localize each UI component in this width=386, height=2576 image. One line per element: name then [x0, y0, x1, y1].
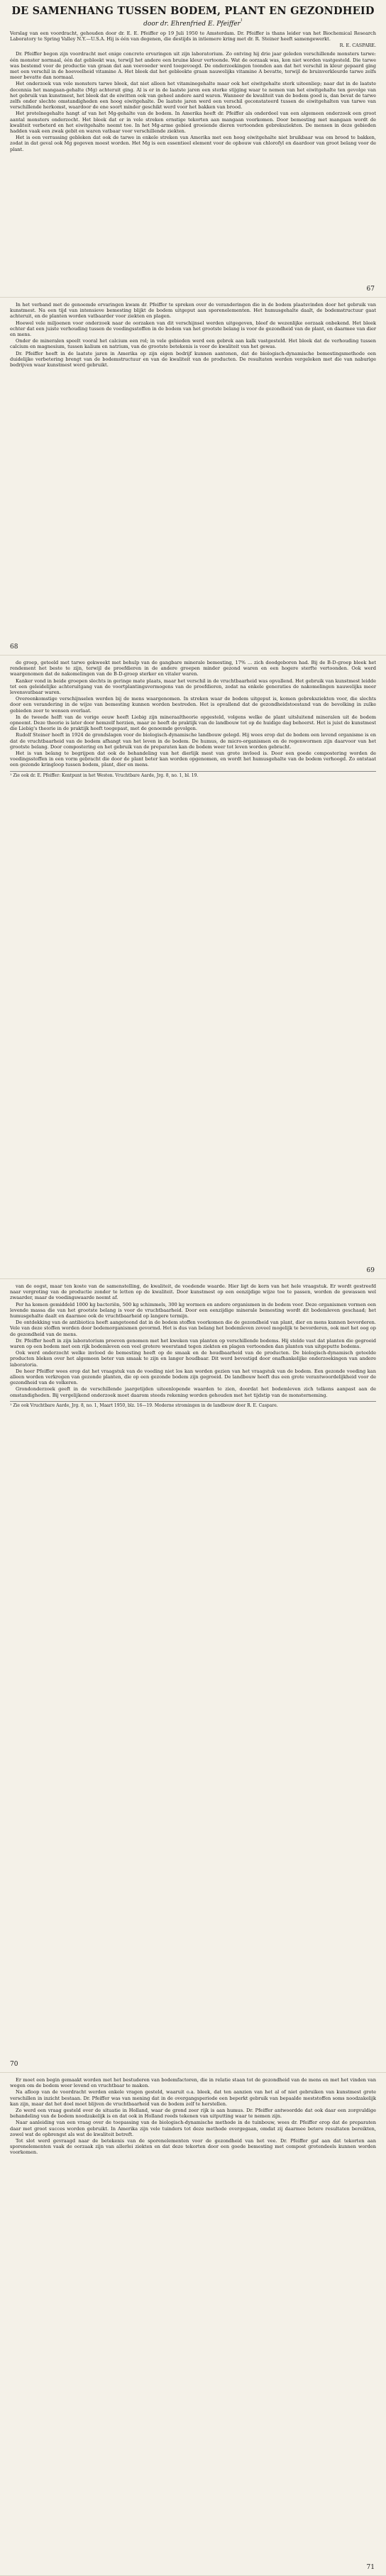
- page-number: 67: [366, 286, 375, 293]
- page-71: [0, 2073, 386, 2576]
- paragraph: Rudolf Steiner heeft in 1924 de grondslagen voor de biologisch-dynamische landbouw gelegd. Hij wees erop dat de bodem een levend organisme is en dat de vruchtbaarheid van de bodem afhangt van het leven in de bodem. De humus, de micro-organismen en de regenwormen zijn daarvoor van het grootste belang. Door compostering en het gebruik van de preparaten kan de bodem weer tot leven worden gebracht.: [10, 732, 376, 750]
- paragraph: Dr. Pfeiffer heeft in de laatste jaren in Amerika op zijn eigen bedrijf kunnen aantonen, dat de biologisch-dynamische bemestingsmethode een duidelijke verbetering brengt van de bodemstructuur en van de kwaliteit van de producten. De resultaten werden vergeleken met die van naburige bedrijven waar kunstmest werd gebruikt.: [10, 350, 376, 369]
- page-number: 71: [366, 2564, 375, 2571]
- paragraph: Er moet een begin gemaakt worden met het bestuderen van bodemfactoren, die in relatie staan tot de gezondheid van de mens en met het vinden van wegen om de bodem weer levend en vruchtbaar te maken.: [10, 2077, 376, 2089]
- paragraph: Onder de mineralen speelt vooral het calcium een rol; in vele gebieden werd een gebrek aan kalk vastgesteld. Het bleek dat de verhouding tussen calcium en magnesium, tussen kalium en natrium, van de grootste betekenis is voor de kwaliteit van het gewas.: [10, 338, 376, 350]
- footnote: ¹ Zie ook Vruchtbare Aarde, Jrg. 8, no. 1, Maart 1950, blz. 16—19. Moderne stromingen in de landbouw door R. E. Caspare.: [10, 1401, 376, 1408]
- paragraph: Hoewel vele miljoenen voor onderzoek naar de oorzaken van dit verschijnsel werden uitgegeven, bleef de wezenlijke oorzaak onbekend. Het bleek echter dat een juiste verhouding tussen de voedingsstoffen in de bodem van het grootste belang is voor de gezondheid van de plant, en daarmee van dier en mens.: [10, 320, 376, 338]
- paragraph: Dr. Pfeiffer begon zijn voordracht met enige concrete ervaringen uit zijn laboratorium. Zo ontving hij drie jaar geleden verschillende monsters tarwe: één monster normaal, één dat gebleekt was, terwijl het andere een bruine kleur vertoonde. Wat de oorzaak was, kon niet worden vastgesteld. Die tarwe was bestemd voor de productie van graan dat aan veevoeder werd toegevoegd. De onderzoekingen toonden aan dat het verschil in kleur gepaard ging met een verschil in de hoeveelheid vitamine A. Het bleek dat het gebleekte graan nauwelijks vitamine A bevatte, terwijl de bruinverkleurde tarwe zelfs meer bevatte dan normaal.: [10, 51, 376, 81]
- paragraph: de groep, geteeld met tarwe gekweekt met behulp van de gangbare minerale bemesting, 17% ... zich doodgeboren had. Bij de B-D-groep bleek het rendement het beste te zijn, terwijl de proefdieren in de andere groepen minder gezond waren en een hogere sterfte vertoonden. Ook werd waargenomen dat de nakomelingen van de B-D-groep sterker en vitaler waren.: [10, 660, 376, 677]
- page-number: 69: [366, 1267, 375, 1274]
- paragraph: Het is van belang te begrijpen dat ook de behandeling van het dierlijk mest van grote invloed is. Door een goede compostering worden de voedingsstoffen in een vorm gebracht die door de plant beter kan worden opgenomen, en wordt het humusgehalte van de bodem verhoogd. Zo ontstaat een gezonde kringloop tussen bodem, plant, dier en mens.: [10, 750, 376, 768]
- page-number: 70: [10, 2061, 18, 2068]
- paragraph: Het onderzoek van vele monsters tarwe bleek, dat niet alleen het vitaminegehalte maar ook het eiwitgehalte sterk uiteenliep; naar dat in de laatste decennia het mangaan-gehalte (Mg) achteruit ging. Al is er in de laatste jaren een sterke stijging waar te nemen van het eiwitgehalte ten gevolge van het gebruik van kunstmest, het bleek dat de eiwitten ook van geheel andere aard waren. Wanneer de kwaliteit van de bodem goed is, dan bevat de tarwe zelfs onder slechte omstandigheden een hoog eiwitgehalte. De laatste jaren werd een verschil geconstateerd tussen de eiwitgehalten van tarwe van verschillende herkomst, waardoor de ene soort minder geschikt werd voor het bakken van brood.: [10, 81, 376, 111]
- page-number: 68: [10, 643, 18, 651]
- paragraph: In het verband met de genoemde ervaringen kwam dr. Pfeiffer te spreken over de veranderingen die in de bodem plaatsvinden door het gebruik van kunstmest. Na een tijd van intensieve bemesting blijkt de bodem uitgeput aan sporenelementen. Het humusgehalte daalt, de bodemstructuur gaat achteruit, en de planten worden vatbaarder voor ziekten en plagen.: [10, 302, 376, 320]
- paragraph: De ontdekking van de antibiotica heeft aangetoond dat in de bodem stoffen voorkomen die de gezondheid van plant, dier en mens kunnen bevorderen. Vele van deze stoffen worden door bodemorganismen gevormd. Het is dus van belang het bodemleven zoveel mogelijk te bevorderen, ook met het oog op de gezondheid van de mens.: [10, 1320, 376, 1337]
- byline-footnote-mark: ¹: [240, 18, 243, 24]
- article-title: DE SAMENHANG TUSSEN BODEM, PLANT EN GEZONDHEID: [11, 5, 375, 17]
- footnote: ¹ Zie ook dr. E. Pfeiffer: Kentpunt in het Westen. Vruchtbare Aarde, Jrg. 8, no. 1, bl. 19.: [10, 771, 376, 778]
- paragraph: De heer Pfeiffer wees erop dat het vraagstuk van de voeding niet los kan worden gezien van het vraagstuk van de bodem. Een gezonde voeding kan alleen worden verkregen van gezonde planten, die op een gezonde bodem zijn gegroeid. De landbouw heeft dus een grote verantwoordelijkheid voor de gezondheid van de volkeren.: [10, 1368, 376, 1386]
- page-67: [0, 0, 386, 298]
- page-70: [0, 1279, 386, 2073]
- paragraph: Overeenkomstige verschijnselen werden bij de mens waargenomen. In streken waar de bodem uitgeput is, komen gebreksziekten voor, die slechts door een verandering in de wijze van bemesting kunnen worden bestreden. Het is opvallend dat de gezondheidstoestand van de bevolking in zulke gebieden zeer te wensen overlaat.: [10, 696, 376, 714]
- paragraph: Dr. Pfeiffer heeft in zijn laboratorium proeven genomen met het kweken van planten op verschillende bodems. Hij stelde vast dat planten die gegroeid waren op een bodem met een rijk bodemleven een veel grotere weerstand tegen ziekten en plagen vertoonden dan planten van uitgeputte bodems.: [10, 1337, 376, 1350]
- paragraph: Ook werd onderzocht welke invloed de bemesting heeft op de smaak en de houdbaarheid van de producten. De biologisch-dynamisch geteelde producten bleken over het algemeen beter van smaak te zijn en langer houdbaar. Dit werd bevestigd door onafhankelijke onderzoekingen van andere laboratoria.: [10, 1350, 376, 1368]
- paragraph: Tot slot werd gevraagd naar de betekenis van de sporenelementen voor de gezondheid van het vee. Dr. Pfeiffer gaf aan dat tekorten aan sporenelementen vaak de oorzaak zijn van allerlei ziekten en dat deze tekorten door een goede bemesting met compost grotendeels kunnen worden voorkomen.: [10, 2138, 376, 2156]
- article-intro: Verslag van een voordracht, gehouden door dr. E. E. Pfeiffer op 19 Juli 1950 te Amsterdam. Dr. Pfeiffer is thans leider van het Biochemical Research Laboratory te Spring Valley N.Y.—U.S.A. Hij is één van degenen, die destijds in intiemere kring met dr. R. Steiner heeft samengewerkt.: [10, 30, 376, 43]
- paragraph: van de oogst, maar ten koste van de samenstelling, de kwaliteit, de voedende waarde. Hier ligt de kern van het hele vraagstuk. Er wordt gestreefd naar vergroting van de productie zonder te letten op de kwaliteit. Door kunstmest op een eenzijdige wijze toe te passen, worden de gewassen wel zwaarder, maar de voedingswaarde neemt af.: [10, 1283, 376, 1301]
- article-byline: [10, 18, 376, 28]
- intro-signature: R. E. CASPARE.: [339, 43, 376, 49]
- paragraph: Het proteïnegehalte hangt af van het Mg-gehalte van de bodem. In Amerika heeft dr. Pfeiffer als onderdeel van een algemeen onderzoek een groot aantal monsters onderzocht. Het bleek dat er in vele streken ernstige tekorten aan mangaan voorkomen. Door bemesting met mangaan wordt de kwaliteit verbeterd en het eiwitgehalte neemt toe. In het Mg-arme gebied groeiende dieren vertoonden gebreksziekten. De mensen in deze gebieden hadden vaak een zwak gebit en waren vatbaar voor verschillende ziekten.: [10, 111, 376, 135]
- paragraph: Zo werd een vraag gesteld over de situatie in Holland, waar de grond zeer rijk is aan humus. Dr. Pfeiffer antwoordde dat ook daar een zorgvuldige behandeling van de bodem noodzakelijk is en dat ook in Holland reeds tekenen van uitputting waar te nemen zijn.: [10, 2108, 376, 2120]
- paragraph: Naar aanleiding van een vraag over de toepassing van de biologisch-dynamische methode in de tuinbouw, wees dr. Pfeiffer erop dat de preparaten daar met groot succes worden gebruikt. In Amerika zijn vele tuinders tot deze methode overgegaan, omdat zij daarmee betere resultaten bereikten, zowel wat de opbrengst als wat de kwaliteit betreft.: [10, 2120, 376, 2137]
- page-68: [0, 298, 386, 656]
- paragraph: Kanker vond in beide groepen slechts in geringe mate plaats, maar het verschil in de vruchtbaarheid was opvallend. Het gebruik van kunstmest leidde tot een geleidelijke achteruitgang van de voortplantingsvermogens van de proefdieren, zodat na enkele generaties de nakomelingen nauwelijks meer levensvatbaar waren.: [10, 677, 376, 696]
- paragraph: Na afloop van de voordracht werden enkele vragen gesteld, waaruit o.a. bleek, dat ten aanzien van het al of niet gebruiken van kunstmest grote verschillen in inzicht bestaan. Dr. Pfeiffer was van mening dat in de overgangsperiode een beperkt gebruik van bepaalde meststoffen soms noodzakelijk kan zijn, maar dat het doel moet blijven de vruchtbaarheid van de bodem zelf te herstellen.: [10, 2089, 376, 2107]
- byline-text: door dr. Ehrenfried E. Pfeiffer: [143, 21, 241, 28]
- paragraph: In de tweede helft van de vorige eeuw heeft Liebig zijn mineraaltheorie opgesteld, volgens welke de plant uitsluitend mineralen uit de bodem opneemt. Deze theorie is later door hemzelf herzien, maar ze heeft de praktijk van de landbouw tot op de huidige dag beheerst. Het is juist de kunstmest die Liebig's theorie in de praktijk heeft toegepast, met de genoemde gevolgen.: [10, 714, 376, 732]
- paragraph: Per ha komen gemiddeld 1000 kg bacteriën, 500 kg schimmels, 300 kg wormen en andere organismen in de bodem voor. Deze organismen vormen een levende massa die van het grootste belang is voor de vruchtbaarheid. Door een eenzijdige minerale bemesting wordt dit bodemleven geschaad; het humusgehalte daalt en daarmee ook de vruchtbaarheid op langere termijn.: [10, 1301, 376, 1320]
- paragraph: Het is een verrassing gebleken dat ook de tarwe in enkele streken van Amerika met een hoog eiwitgehalte niet bruikbaar was om brood te bakken, zodat in dat geval ook Mg gegeven moest worden. Het Mg is een essentieel element voor de opbouw van chlorofyl en daardoor van groot belang voor de plant.: [10, 135, 376, 152]
- paragraph: Grondonderzoek geeft in de verschillende jaargetijden uiteenlopende waarden te zien, doordat het bodemleven zich telkens aanpast aan de omstandigheden. Bij vergelijkend onderzoek moet daarom steeds rekening worden gehouden met het tijdstip van de monsterneming.: [10, 1386, 376, 1398]
- page-69: [0, 656, 386, 1279]
